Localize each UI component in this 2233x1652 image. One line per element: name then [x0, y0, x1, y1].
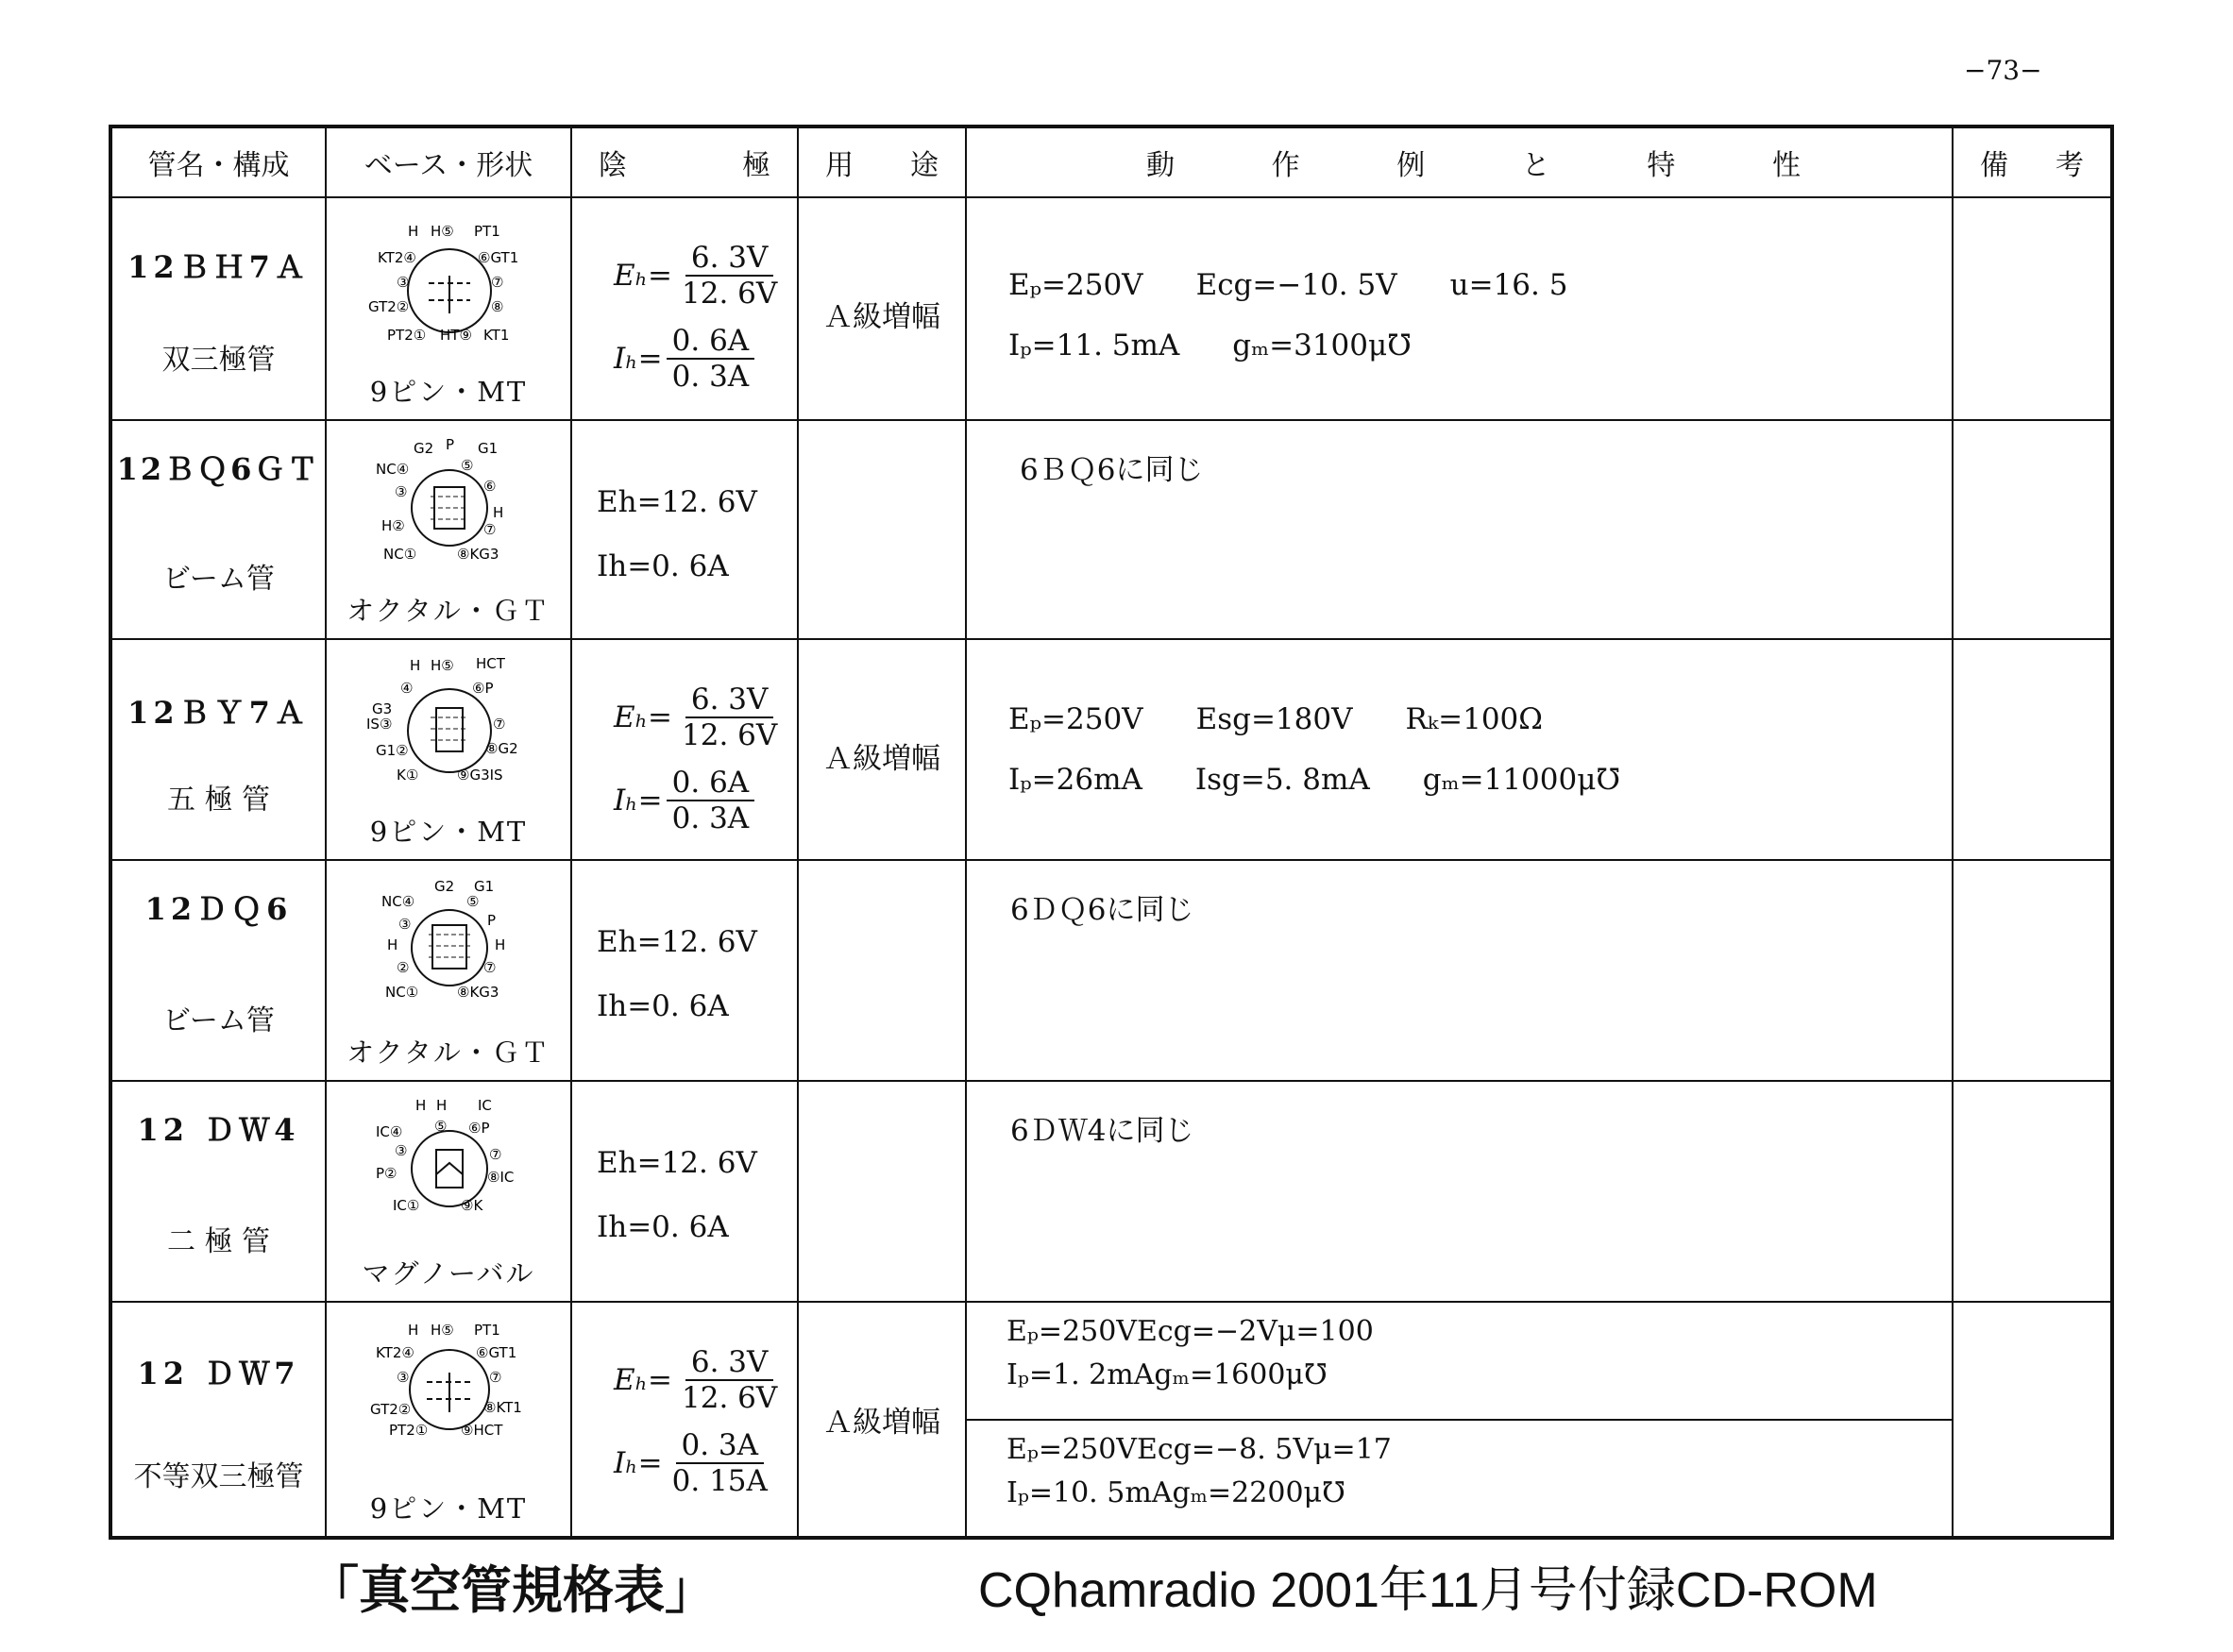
tube-type: 不等双三極管: [133, 1460, 304, 1493]
cathode-spec: Eₕ= $\frac{6. 3V}{12. 6V}$ Iₕ= $\frac{0. 3A}{0. 15A}$: [614, 1345, 778, 1498]
table-header-row: [110, 126, 2112, 197]
svg-text:⑥P: ⑥P: [468, 1120, 490, 1137]
svg-text:HT⑨: HT⑨: [440, 327, 472, 344]
svg-text:HCT: HCT: [476, 655, 505, 672]
svg-text:⑦: ⑦: [491, 274, 504, 291]
header-name: 管名・構成: [110, 126, 326, 197]
header-use: 用 途: [798, 126, 966, 197]
svg-text:H: H: [387, 936, 398, 953]
use-cell: [798, 1081, 966, 1302]
cathode-spec: Eₕ= $\frac{6. 3V}{12. 6V}$ Iₕ= $\frac{0. 6A}{0. 3A}$: [614, 683, 778, 835]
svg-text:⑨HCT: ⑨HCT: [461, 1422, 503, 1439]
svg-text:③: ③: [397, 1369, 410, 1386]
svg-text:G1: G1: [478, 440, 499, 457]
ops-text: Eₚ=250V Esg=180V Rₖ=100Ω Iₚ=26mA Isg=5. 8mA gₘ=11000μ℧: [1008, 702, 1621, 797]
svg-text:IC①: IC①: [393, 1197, 420, 1214]
svg-text:G1②: G1②: [376, 742, 409, 759]
svg-text:⑧: ⑧: [491, 298, 504, 315]
svg-text:H⑤: H⑤: [431, 1322, 454, 1339]
svg-text:④: ④: [400, 680, 414, 697]
svg-text:P: P: [446, 436, 455, 453]
svg-text:⑦: ⑦: [483, 959, 497, 976]
page-number: −73−: [1964, 55, 2042, 86]
base-label: 9ピン・MT: [369, 376, 528, 408]
same-as-text: 6ＤＱ6に同じ: [1010, 893, 1194, 927]
svg-text:PT1: PT1: [474, 1322, 500, 1339]
svg-text:⑨G3IS: ⑨G3IS: [457, 767, 503, 784]
ops-text: Eₚ=250VEcg=−2Vμ=100 Iₚ=1. 2mAgₘ=1600μ℧ Eₚ=250VEcg=−8. 5Vμ=17 Iₚ=10. 5mAgₘ=2200μ℧: [967, 1303, 1952, 1536]
tube-type: ビーム管: [162, 563, 275, 596]
svg-text:GT2②: GT2②: [368, 298, 410, 315]
notes-cell: [1953, 860, 2112, 1081]
svg-text:PT1: PT1: [474, 223, 500, 240]
svg-text:P: P: [487, 912, 497, 929]
svg-text:NC①: NC①: [383, 546, 417, 563]
use-cell: [798, 420, 966, 639]
use-cell: [798, 860, 966, 1081]
svg-text:H: H: [408, 1322, 419, 1339]
svg-text:⑤: ⑤: [434, 1118, 448, 1135]
svg-text:⑧KG3: ⑧KG3: [457, 984, 499, 1001]
svg-text:NC④: NC④: [381, 893, 415, 910]
cathode-spec: Eh=12. 6V Ih=0. 6A: [597, 1146, 757, 1244]
svg-text:⑦: ⑦: [489, 1146, 502, 1163]
svg-text:⑤: ⑤: [461, 457, 474, 474]
notes-cell: [1953, 1302, 2112, 1538]
footer-source: CQhamradio 2001年11月号付録CD-ROM: [978, 1563, 1878, 1618]
svg-text:⑧IC: ⑧IC: [487, 1169, 515, 1186]
cathode-spec: Eh=12. 6V Ih=0. 6A: [597, 485, 757, 583]
svg-text:IC: IC: [478, 1097, 492, 1114]
tube-spec-table: [109, 125, 2114, 1540]
header-notes: 備 考: [1953, 126, 2112, 197]
header-cathode: 陰 極: [571, 126, 798, 197]
tube-type: 双三極管: [161, 344, 276, 377]
tube-name: 12ＢＹ7Ａ: [127, 695, 310, 731]
same-as-text: 6ＢＱ6に同じ: [1020, 453, 1204, 487]
svg-text:⑧KG3: ⑧KG3: [457, 546, 499, 563]
cathode-spec: Eₕ= $\frac{6. 3V}{12. 6V}$ Iₕ= $\frac{0. 6A}{0. 3A}$: [614, 241, 778, 394]
svg-text:KT2④: KT2④: [376, 1344, 414, 1361]
table-row: [110, 420, 2112, 639]
svg-text:P②: P②: [376, 1165, 398, 1182]
svg-text:H: H: [415, 1097, 427, 1114]
svg-text:⑤: ⑤: [466, 893, 480, 910]
svg-text:⑥GT1: ⑥GT1: [476, 1344, 517, 1361]
svg-text:⑥: ⑥: [483, 478, 497, 495]
pin-diagram-icon: [363, 651, 533, 812]
table-row: [110, 860, 2112, 1081]
table-row: [110, 197, 2112, 420]
tube-type: ビーム管: [162, 1004, 275, 1037]
base-label: オクタル・ＧＴ: [347, 1037, 550, 1069]
svg-text:H: H: [493, 504, 504, 521]
svg-text:②: ②: [397, 959, 410, 976]
svg-text:G1: G1: [474, 878, 495, 895]
svg-text:GT2②: GT2②: [370, 1401, 412, 1418]
svg-text:G2: G2: [434, 878, 455, 895]
base-label: 9ピン・MT: [369, 1492, 528, 1525]
svg-text:H: H: [495, 936, 506, 953]
svg-text:⑦: ⑦: [489, 1369, 502, 1386]
svg-text:③: ③: [397, 274, 410, 291]
svg-text:⑨K: ⑨K: [461, 1197, 483, 1214]
tube-type: 二 極 管: [166, 1225, 271, 1258]
table-row: [110, 1081, 2112, 1302]
svg-text:⑥P: ⑥P: [472, 680, 494, 697]
svg-text:G3: G3: [372, 700, 393, 717]
svg-text:KT1: KT1: [483, 327, 510, 344]
svg-text:NC①: NC①: [385, 984, 419, 1001]
pin-diagram-icon: [363, 432, 533, 593]
svg-text:H②: H②: [381, 517, 405, 534]
svg-text:⑦: ⑦: [483, 521, 497, 538]
base-label: オクタル・ＧＴ: [347, 595, 550, 627]
svg-text:IC④: IC④: [376, 1123, 403, 1140]
notes-cell: [1953, 639, 2112, 860]
footer-title: 「真空管規格表」: [308, 1560, 716, 1620]
ops-text: Eₚ=250V Ecg=−10. 5V u=16. 5 Iₚ=11. 5mA gₘ=3100μ℧: [1008, 268, 1568, 362]
svg-text:K①: K①: [397, 767, 419, 784]
use-text: Ａ級増幅: [823, 1406, 940, 1440]
svg-text:H⑤: H⑤: [431, 657, 454, 674]
svg-text:③: ③: [395, 1142, 408, 1159]
svg-text:G2: G2: [414, 440, 434, 457]
pin-diagram-icon: [363, 1093, 533, 1254]
pin-diagram-icon: [363, 872, 533, 1033]
tube-name: 12ＢＱ6ＧＴ: [116, 451, 321, 487]
svg-text:③: ③: [395, 483, 408, 500]
svg-text:⑧KT1: ⑧KT1: [483, 1399, 522, 1416]
cathode-spec: Eh=12. 6V Ih=0. 6A: [597, 925, 757, 1023]
svg-text:⑧G2: ⑧G2: [485, 740, 518, 757]
use-text: Ａ級増幅: [823, 742, 940, 776]
notes-cell: [1953, 1081, 2112, 1302]
tube-name: 12 ＤＷ4: [137, 1112, 300, 1148]
pin-diagram-icon: [363, 210, 533, 370]
table-row: [110, 1302, 2112, 1538]
notes-cell: [1953, 420, 2112, 639]
same-as-text: 6ＤＷ4に同じ: [1010, 1114, 1194, 1148]
header-ops: 動 作 例 と 特 性: [966, 126, 1953, 197]
svg-text:KT2④: KT2④: [378, 249, 416, 266]
tube-name: 12ＤＱ6: [144, 891, 293, 927]
tube-name: 12 ＤＷ7: [137, 1356, 300, 1391]
svg-text:IS③: IS③: [366, 716, 393, 733]
base-label: 9ピン・MT: [369, 816, 528, 848]
header-base: ベース・形状: [326, 126, 571, 197]
pin-diagram-icon: [363, 1314, 533, 1475]
base-label: マグノーバル: [362, 1257, 535, 1290]
svg-text:H: H: [408, 223, 419, 240]
use-text: Ａ級増幅: [823, 300, 940, 334]
svg-text:⑦: ⑦: [493, 716, 506, 733]
svg-text:⑥GT1: ⑥GT1: [478, 249, 519, 266]
tube-type: 五 極 管: [166, 784, 271, 817]
svg-text:H: H: [410, 657, 421, 674]
svg-text:H⑤: H⑤: [431, 223, 454, 240]
svg-text:PT2①: PT2①: [387, 327, 427, 344]
svg-text:PT2①: PT2①: [389, 1422, 429, 1439]
tube-name: 12ＢＨ7Ａ: [127, 249, 310, 285]
table-row: [110, 639, 2112, 860]
svg-text:③: ③: [398, 916, 412, 933]
svg-text:H: H: [436, 1097, 448, 1114]
notes-cell: [1953, 197, 2112, 420]
svg-text:NC④: NC④: [376, 461, 410, 478]
